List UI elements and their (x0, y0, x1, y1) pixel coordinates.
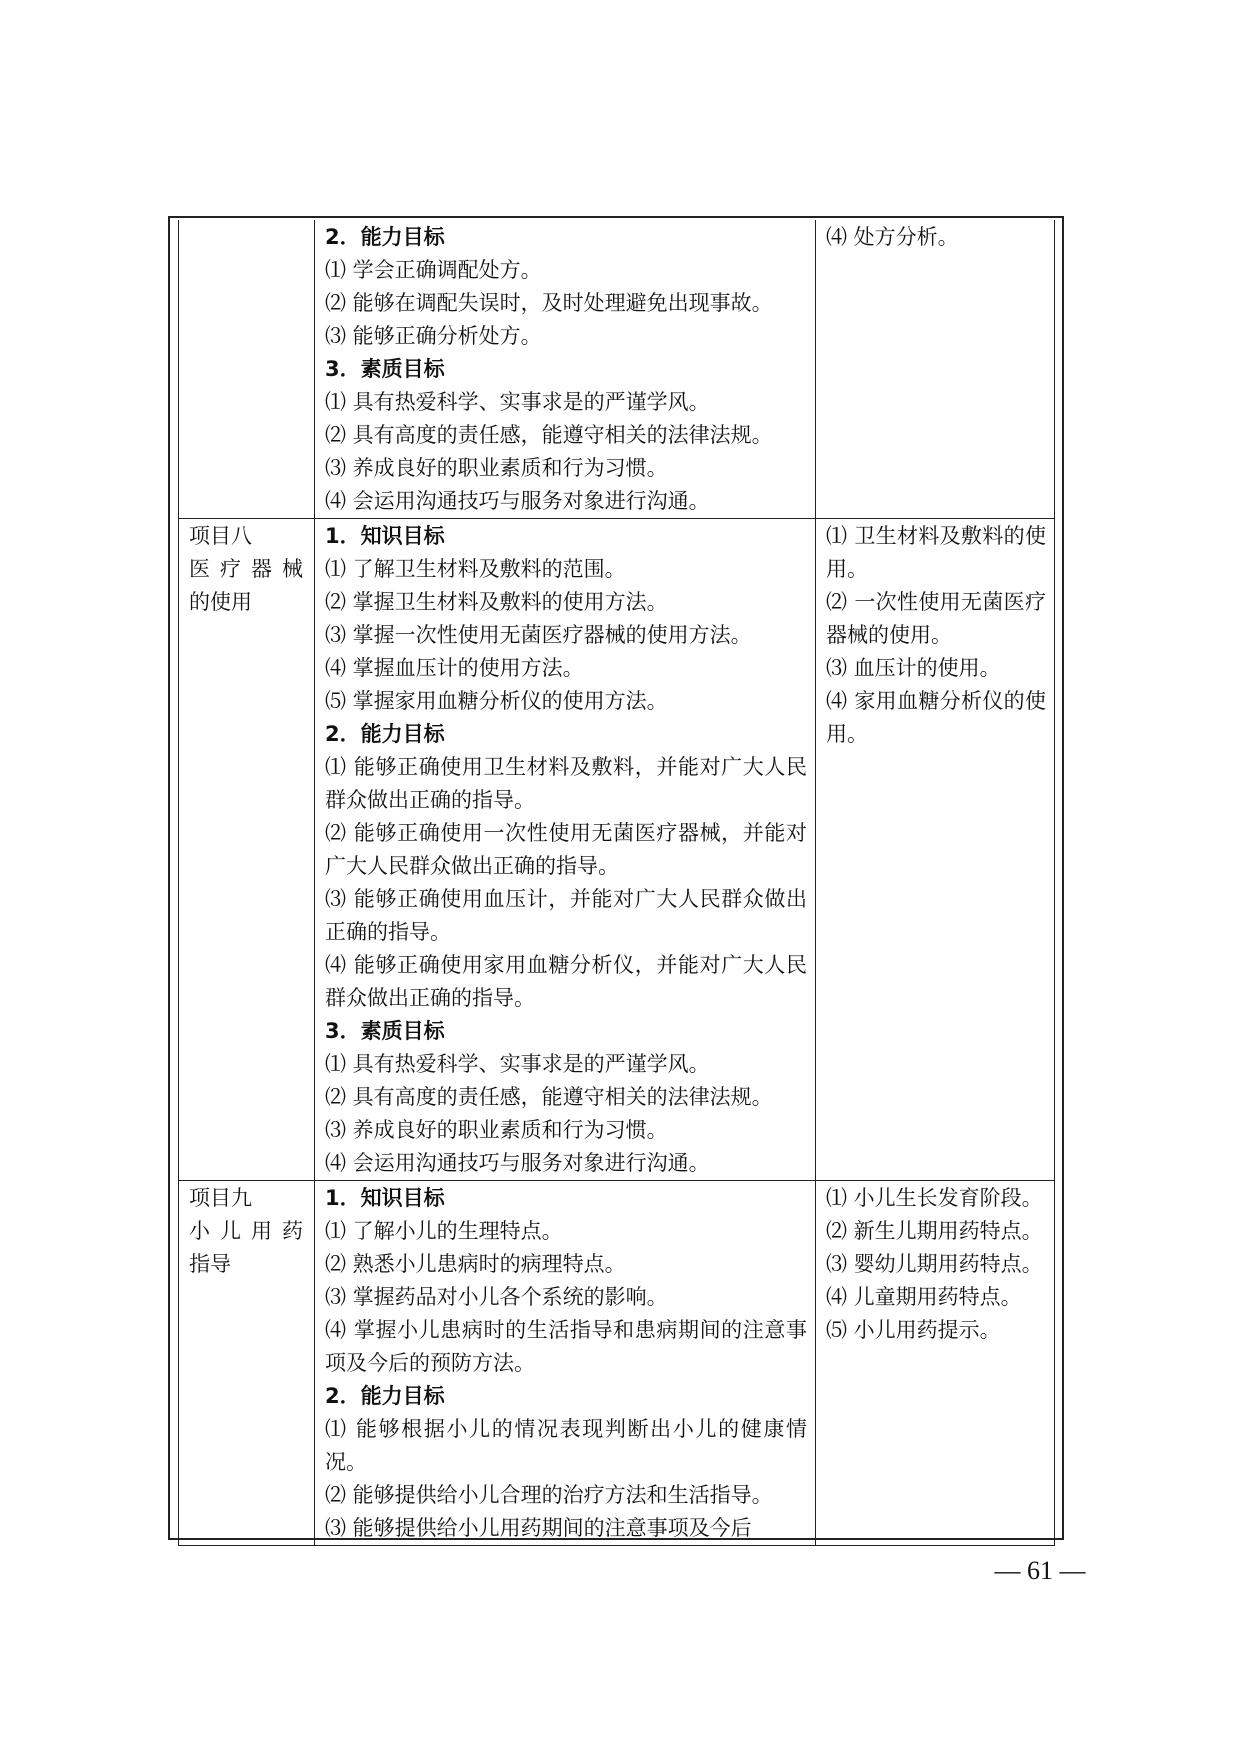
section-heading: 3．素质目标 (325, 357, 445, 381)
list-item: ⑴ 了解小儿的生理特点。 (325, 1219, 563, 1243)
list-item: ⑶ 养成良好的职业素质和行为习惯。 (325, 456, 668, 480)
list-item: ⑷ 儿童期用药特点。 (826, 1285, 1022, 1309)
page-number: — 61 — (994, 1556, 1086, 1585)
list-item: ⑷ 能够正确使用家用血糖分析仪，并能对广大人民群众做出正确的指导。 (325, 953, 807, 1010)
curriculum-table (178, 220, 1055, 1546)
list-item: ⑶ 养成良好的职业素质和行为习惯。 (325, 1118, 668, 1142)
project-title-line: 小儿用药 (189, 1219, 313, 1243)
list-item: ⑴ 能够正确使用卫生材料及敷料，并能对广大人民群众做出正确的指导。 (325, 755, 807, 812)
project-title-line: 项目九 (189, 1186, 252, 1210)
list-item: ⑵ 具有高度的责任感，能遵守相关的法律法规。 (325, 423, 773, 447)
table-row (179, 220, 1055, 519)
list-item: ⑶ 掌握一次性使用无菌医疗器械的使用方法。 (325, 623, 752, 647)
list-item: ⑵ 能够在调配失误时，及时处理避免出现事故。 (325, 291, 773, 315)
project-title-line: 医疗器械 (189, 557, 313, 581)
list-item: ⑸ 掌握家用血糖分析仪的使用方法。 (325, 689, 668, 713)
list-item: ⑴ 了解卫生材料及敷料的范围。 (325, 557, 626, 581)
list-item: ⑶ 掌握药品对小儿各个系统的影响。 (325, 1285, 668, 1309)
project-cell (179, 220, 315, 519)
list-item: ⑴ 具有热爱科学、实事求是的严谨学风。 (325, 390, 710, 414)
list-item: ⑵ 一次性使用无菌医疗器械的使用。 (826, 590, 1046, 647)
goals-cell (315, 519, 816, 1181)
project-title-line: 指导 (189, 1252, 231, 1276)
section-heading: 2．能力目标 (325, 1384, 445, 1408)
goals-cell (315, 1181, 816, 1546)
section-heading: 1．知识目标 (325, 524, 445, 548)
list-item: ⑷ 家用血糖分析仪的使用。 (826, 689, 1046, 746)
curriculum-table-body (179, 220, 1055, 1546)
project-cell (179, 1181, 315, 1546)
list-item: ⑷ 处方分析。 (826, 225, 959, 249)
list-item: ⑶ 能够正确使用血压计，并能对广大人民群众做出正确的指导。 (325, 887, 807, 944)
list-item: ⑷ 掌握血压计的使用方法。 (325, 656, 584, 680)
list-item: ⑶ 婴幼儿期用药特点。 (826, 1252, 1043, 1276)
list-item: ⑵ 掌握卫生材料及敷料的使用方法。 (325, 590, 668, 614)
goals-cell (315, 220, 816, 519)
list-item: ⑶ 血压计的使用。 (826, 656, 1001, 680)
content-cell (816, 1181, 1055, 1546)
project-title-line: 的使用 (189, 590, 252, 614)
content-cell (816, 220, 1055, 519)
table-row (179, 1181, 1055, 1546)
content-cell (816, 519, 1055, 1181)
list-item: ⑷ 会运用沟通技巧与服务对象进行沟通。 (325, 489, 710, 513)
project-cell (179, 519, 315, 1181)
list-item: ⑴ 小儿生长发育阶段。 (826, 1186, 1043, 1210)
list-item: ⑶ 能够提供给小儿用药期间的注意事项及今后 (325, 1516, 752, 1540)
list-item: ⑶ 能够正确分析处方。 (325, 324, 542, 348)
project-title-line: 项目八 (189, 524, 252, 548)
section-heading: 3．素质目标 (325, 1019, 445, 1043)
table-row (179, 519, 1055, 1181)
section-heading: 1．知识目标 (325, 1186, 445, 1210)
list-item: ⑸ 小儿用药提示。 (826, 1318, 1001, 1342)
list-item: ⑵ 新生儿期用药特点。 (826, 1219, 1043, 1243)
section-heading: 2．能力目标 (325, 225, 445, 249)
section-heading: 2．能力目标 (325, 722, 445, 746)
list-item: ⑴ 卫生材料及敷料的使用。 (826, 524, 1046, 581)
list-item: ⑷ 会运用沟通技巧与服务对象进行沟通。 (325, 1151, 710, 1175)
list-item: ⑵ 能够正确使用一次性使用无菌医疗器械，并能对广大人民群众做出正确的指导。 (325, 821, 807, 878)
list-item: ⑵ 熟悉小儿患病时的病理特点。 (325, 1252, 626, 1276)
list-item: ⑴ 学会正确调配处方。 (325, 258, 542, 282)
list-item: ⑵ 具有高度的责任感，能遵守相关的法律法规。 (325, 1085, 773, 1109)
list-item: ⑴ 能够根据小儿的情况表现判断出小儿的健康情况。 (325, 1417, 807, 1474)
list-item: ⑷ 掌握小儿患病时的生活指导和患病期间的注意事项及今后的预防方法。 (325, 1318, 807, 1375)
list-item: ⑴ 具有热爱科学、实事求是的严谨学风。 (325, 1052, 710, 1076)
list-item: ⑵ 能够提供给小儿合理的治疗方法和生活指导。 (325, 1483, 773, 1507)
